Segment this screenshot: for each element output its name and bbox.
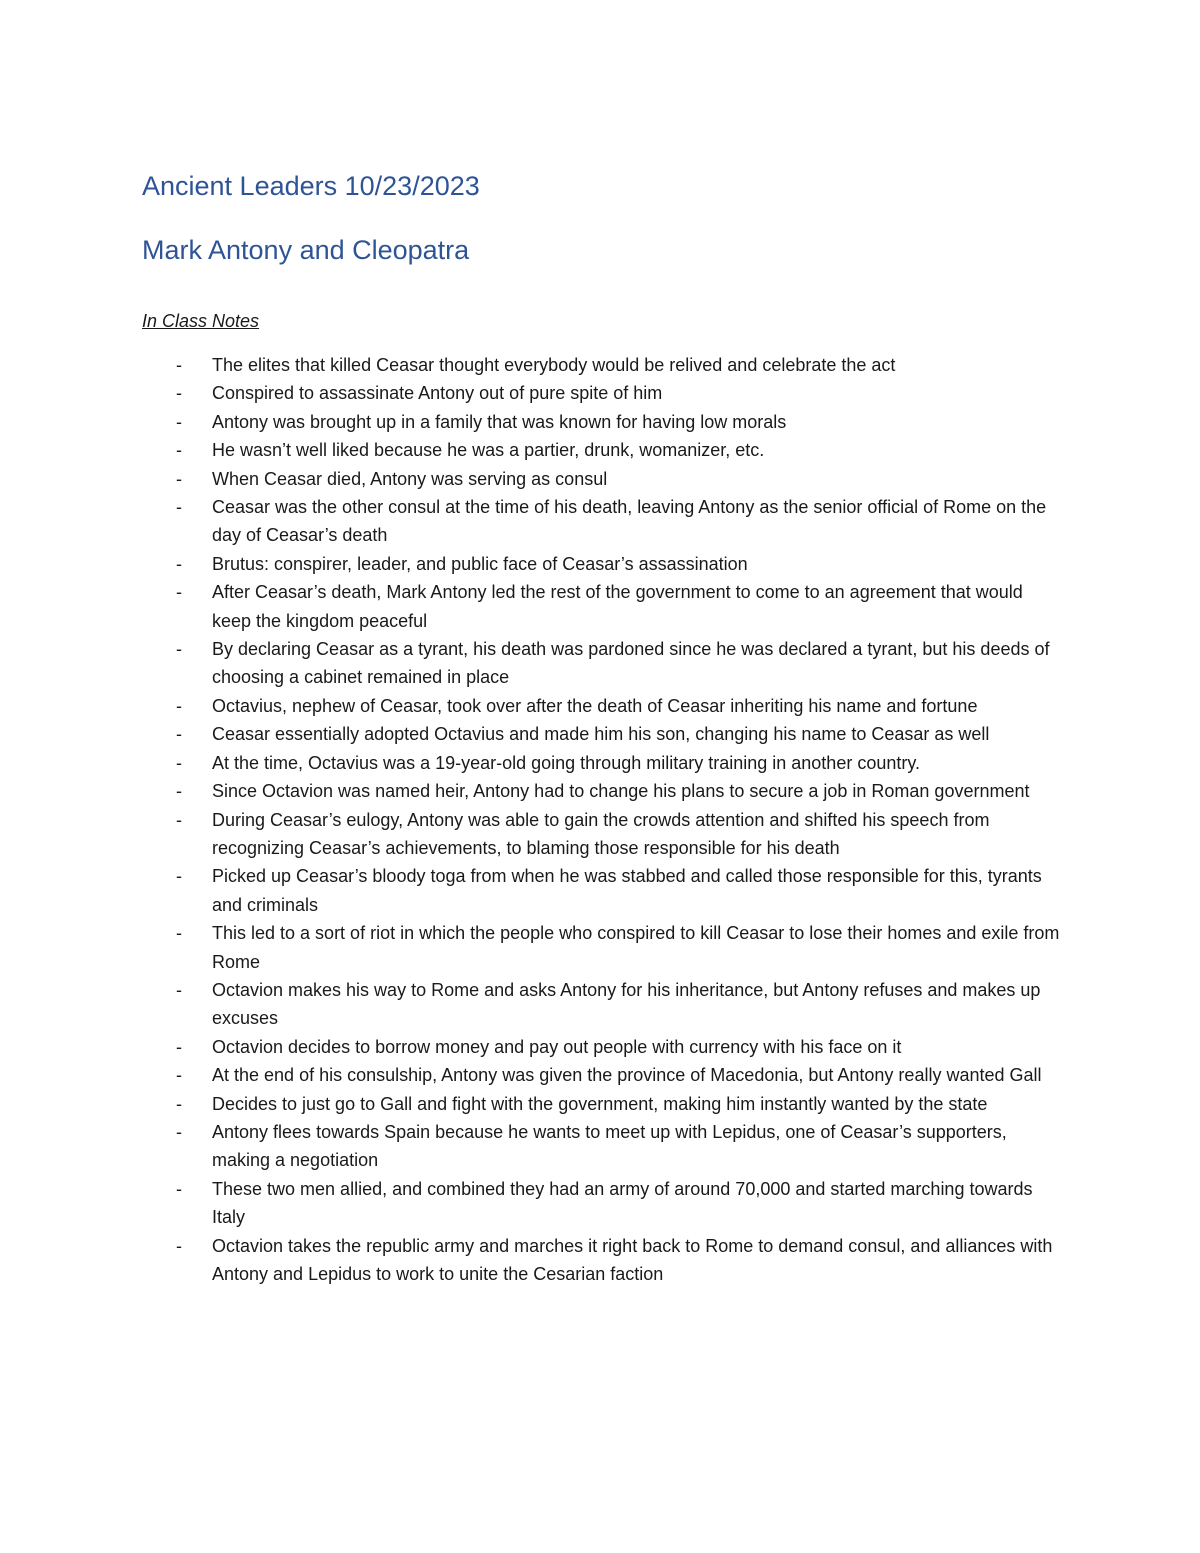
list-item [142, 806, 1062, 863]
note-text: The elites that killed Ceasar thought everybody would be relived and celebrate the act [212, 355, 896, 375]
bullet-dash: - [176, 781, 182, 802]
list-item [142, 436, 1062, 464]
bullet-dash: - [176, 866, 182, 887]
note-text: At the time, Octavius was a 19-year-old going through military training in another country. [212, 752, 921, 773]
bullet-dash: - [176, 724, 182, 745]
bullet-dash: - [176, 411, 182, 432]
note-text: Antony flees towards Spain because he wants to meet up with Lepidus, one of Ceasar’s supporters, making a negotiation [212, 1121, 1007, 1171]
bullet-dash: - [176, 1178, 182, 1199]
list-item [142, 720, 1062, 748]
bullet-dash: - [176, 1036, 182, 1057]
bullet-dash: - [176, 639, 182, 660]
list-item [142, 749, 1062, 777]
bullet-dash: - [176, 553, 182, 574]
note-text: Octavius, nephew of Ceasar, took over after the death of Ceasar inheriting his name and fortune [212, 695, 978, 716]
note-text: Brutus: conspirer, leader, and public face of Ceasar’s assassination [212, 553, 748, 574]
list-item [142, 1118, 1062, 1175]
bullet-dash: - [176, 979, 182, 1000]
list-item [142, 1175, 1062, 1232]
list-item [142, 379, 1062, 407]
list-item [142, 1033, 1062, 1061]
note-text: During Ceasar’s eulogy, Antony was able to gain the crowds attention and shifted his speech from recognizing Ceasar’s achievements, to blaming those responsible for his death [212, 809, 990, 858]
list-item [142, 351, 1062, 379]
note-text: Octavion makes his way to Rome and asks Antony for his inheritance, but Antony refuses and makes up excuses [212, 979, 1041, 1029]
note-text: He wasn’t well liked because he was a partier, drunk, womanizer, etc. [212, 440, 765, 461]
bullet-dash: - [176, 923, 182, 944]
bullet-dash: - [176, 440, 182, 461]
note-text: Picked up Ceasar’s bloody toga from when he was stabbed and called those responsible for this, tyrants and criminals [212, 866, 1042, 915]
list-item [142, 976, 1062, 1033]
list-item [142, 919, 1062, 976]
note-text: Decides to just go to Gall and fight with the government, making him instantly wanted by the state [212, 1093, 988, 1114]
note-text: Octavion takes the republic army and marches it right back to Rome to demand consul, and alliances with Antony and Lepidus to work to unite the Cesarian faction [212, 1235, 1053, 1284]
list-item [142, 493, 1062, 550]
note-text: Since Octavion was named heir, Antony had to change his plans to secure a job in Roman government [212, 781, 1030, 802]
note-text: Ceasar essentially adopted Octavius and made him his son, changing his name to Ceasar as well [212, 724, 990, 745]
bullet-dash: - [176, 1093, 182, 1114]
bullet-dash: - [176, 582, 182, 603]
list-item [142, 465, 1062, 493]
document-body [142, 168, 1062, 1288]
list-item [142, 635, 1062, 692]
bullet-dash: - [176, 809, 182, 830]
document-title: Ancient Leaders 10/23/2023 [142, 171, 480, 201]
list-item [142, 862, 1062, 919]
list-item [142, 578, 1062, 635]
note-text: After Ceasar’s death, Mark Antony led the rest of the government to come to an agreement that would keep the kingdom peaceful [212, 582, 1023, 631]
note-text: Antony was brought up in a family that was known for having low morals [212, 411, 787, 432]
document-subtitle: Mark Antony and Cleopatra [142, 235, 470, 265]
list-item [142, 777, 1062, 805]
notes-list [142, 351, 1062, 1288]
bullet-dash: - [176, 1065, 182, 1086]
list-item [142, 692, 1062, 720]
bullet-dash: - [176, 383, 182, 404]
note-text: These two men allied, and combined they had an army of around 70,000 and started marching towards Italy [212, 1178, 1033, 1228]
section-label: In Class Notes [142, 311, 260, 331]
bullet-dash: - [176, 1121, 182, 1142]
bullet-dash: - [176, 468, 182, 489]
list-item [142, 1061, 1062, 1089]
note-text: When Ceasar died, Antony was serving as consul [212, 468, 608, 489]
list-item [142, 408, 1062, 436]
list-item [142, 1232, 1062, 1289]
bullet-dash: - [176, 1235, 182, 1256]
bullet-dash: - [176, 695, 182, 716]
note-text: Ceasar was the other consul at the time of his death, leaving Antony as the senior official of Rome on the day of Ceasar’s death [212, 497, 1047, 546]
note-text: Conspired to assassinate Antony out of pure spite of him [212, 383, 663, 404]
note-text: By declaring Ceasar as a tyrant, his death was pardoned since he was declared a tyrant, but his deeds of choosing a cabinet remained in place [212, 639, 1050, 688]
bullet-dash: - [176, 355, 182, 375]
bullet-dash: - [176, 752, 182, 773]
note-text: This led to a sort of riot in which the people who conspired to kill Ceasar to lose their homes and exile from Rome [212, 923, 1060, 972]
list-item [142, 1090, 1062, 1118]
note-text: Octavion decides to borrow money and pay out people with currency with his face on it [212, 1036, 902, 1057]
note-text: At the end of his consulship, Antony was given the province of Macedonia, but Antony really wanted Gall [212, 1065, 1042, 1086]
bullet-dash: - [176, 497, 182, 518]
list-item [142, 550, 1062, 578]
